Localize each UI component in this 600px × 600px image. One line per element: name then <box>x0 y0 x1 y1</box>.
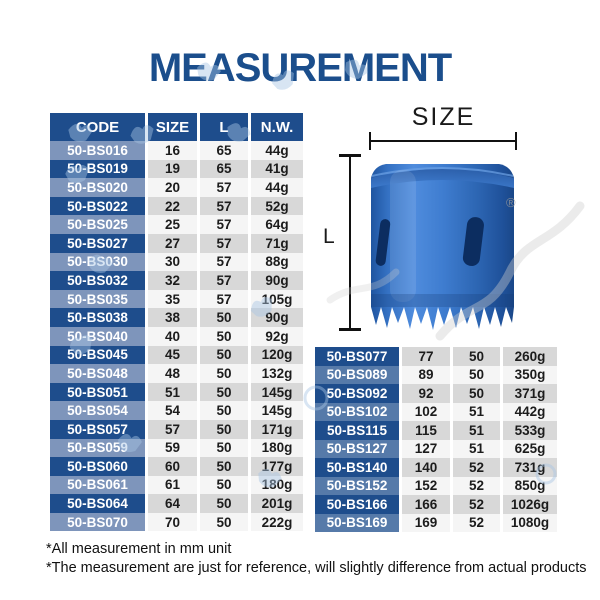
header-nw: N.W. <box>251 113 303 141</box>
nw-cell: 90g <box>251 271 303 290</box>
length-dimension-bar-bottom <box>339 328 361 331</box>
code-cell: 50-BS040 <box>50 327 145 346</box>
table-row <box>50 215 303 234</box>
right-table-body <box>315 347 557 532</box>
code-cell: 50-BS030 <box>50 253 145 272</box>
nw-cell: 260g <box>503 347 557 366</box>
l-cell: 57 <box>200 271 248 290</box>
size-cell: 70 <box>148 513 197 532</box>
table-row <box>315 421 557 440</box>
table-row <box>50 178 303 197</box>
table-row <box>315 514 557 533</box>
size-cell: 102 <box>402 403 450 422</box>
size-cell: 89 <box>402 366 450 385</box>
nw-cell: 171g <box>251 420 303 439</box>
table-row <box>50 271 303 290</box>
hole-saw-image <box>368 156 517 334</box>
header-size: SIZE <box>148 113 197 141</box>
table-row <box>50 513 303 532</box>
size-cell: 16 <box>148 141 197 160</box>
table-row <box>50 308 303 327</box>
size-dimension-label: SIZE <box>411 103 476 131</box>
nw-cell: 625g <box>503 440 557 459</box>
nw-cell: 1026g <box>503 495 557 514</box>
size-cell: 27 <box>148 234 197 253</box>
code-cell: 50-BS064 <box>50 494 145 513</box>
l-cell: 57 <box>200 253 248 272</box>
table-row <box>315 477 557 496</box>
nw-cell: 44g <box>251 141 303 160</box>
size-cell: 152 <box>402 477 450 496</box>
nw-cell: 350g <box>503 366 557 385</box>
code-cell: 50-BS027 <box>50 234 145 253</box>
l-cell: 50 <box>200 457 248 476</box>
size-cell: 169 <box>402 514 450 533</box>
table-row <box>50 476 303 495</box>
table-header-row <box>50 113 303 141</box>
code-cell: 50-BS016 <box>50 141 145 160</box>
l-cell: 51 <box>453 403 500 422</box>
l-cell: 52 <box>453 458 500 477</box>
code-cell: 50-BS060 <box>50 457 145 476</box>
table-row <box>50 364 303 383</box>
table-row <box>50 234 303 253</box>
l-cell: 50 <box>200 364 248 383</box>
table-row <box>50 420 303 439</box>
table-row <box>50 290 303 309</box>
size-cell: 115 <box>402 421 450 440</box>
l-cell: 57 <box>200 234 248 253</box>
l-cell: 65 <box>200 160 248 179</box>
l-cell: 50 <box>200 420 248 439</box>
table-row <box>315 458 557 477</box>
code-cell: 50-BS020 <box>50 178 145 197</box>
code-cell: 50-BS048 <box>50 364 145 383</box>
l-cell: 57 <box>200 215 248 234</box>
table-row <box>50 401 303 420</box>
size-cell: 35 <box>148 290 197 309</box>
nw-cell: 88g <box>251 253 303 272</box>
table-row <box>50 439 303 458</box>
l-cell: 50 <box>200 383 248 402</box>
nw-cell: 731g <box>503 458 557 477</box>
page-title: MEASUREMENT <box>148 46 452 90</box>
nw-cell: 132g <box>251 364 303 383</box>
table-row <box>50 327 303 346</box>
size-cell: 127 <box>402 440 450 459</box>
size-cell: 60 <box>148 457 197 476</box>
left-spec-table <box>50 113 303 531</box>
nw-cell: 120g <box>251 346 303 365</box>
size-cell: 30 <box>148 253 197 272</box>
nw-cell: 92g <box>251 327 303 346</box>
nw-cell: 201g <box>251 494 303 513</box>
length-dimension-label: L <box>323 225 335 248</box>
l-cell: 50 <box>200 346 248 365</box>
l-cell: 52 <box>453 495 500 514</box>
code-cell: 50-BS061 <box>50 476 145 495</box>
length-dimension-line <box>349 155 351 330</box>
footnote-disclaimer: *The measurement are just for reference, will slightly difference from actual products <box>46 559 587 576</box>
l-cell: 50 <box>453 366 500 385</box>
size-cell: 22 <box>148 197 197 216</box>
l-cell: 52 <box>453 514 500 533</box>
size-cell: 92 <box>402 384 450 403</box>
l-cell: 50 <box>453 347 500 366</box>
size-cell: 51 <box>148 383 197 402</box>
code-cell: 50-BS032 <box>50 271 145 290</box>
nw-cell: 90g <box>251 308 303 327</box>
nw-cell: 1080g <box>503 514 557 533</box>
size-cell: 32 <box>148 271 197 290</box>
code-cell: 50-BS115 <box>315 421 399 440</box>
code-cell: 50-BS054 <box>50 401 145 420</box>
code-cell: 50-BS057 <box>50 420 145 439</box>
header-l: L <box>200 113 248 141</box>
nw-cell: 44g <box>251 178 303 197</box>
code-cell: 50-BS140 <box>315 458 399 477</box>
code-cell: 50-BS089 <box>315 366 399 385</box>
size-cell: 166 <box>402 495 450 514</box>
nw-cell: 177g <box>251 457 303 476</box>
nw-cell: 442g <box>503 403 557 422</box>
l-cell: 50 <box>200 439 248 458</box>
size-cell: 45 <box>148 346 197 365</box>
l-cell: 50 <box>200 308 248 327</box>
code-cell: 50-BS059 <box>50 439 145 458</box>
nw-cell: 371g <box>503 384 557 403</box>
hole-saw-diagram <box>320 103 590 340</box>
table-row <box>50 160 303 179</box>
code-cell: 50-BS025 <box>50 215 145 234</box>
l-cell: 51 <box>453 421 500 440</box>
table-row <box>315 366 557 385</box>
l-cell: 57 <box>200 290 248 309</box>
nw-cell: 105g <box>251 290 303 309</box>
size-cell: 40 <box>148 327 197 346</box>
nw-cell: 71g <box>251 234 303 253</box>
size-dimension-tick-right <box>515 132 517 150</box>
size-cell: 61 <box>148 476 197 495</box>
table-row <box>50 346 303 365</box>
l-cell: 50 <box>200 513 248 532</box>
code-cell: 50-BS077 <box>315 347 399 366</box>
code-cell: 50-BS166 <box>315 495 399 514</box>
code-cell: 50-BS051 <box>50 383 145 402</box>
code-cell: 50-BS022 <box>50 197 145 216</box>
right-spec-table <box>315 347 557 532</box>
code-cell: 50-BS035 <box>50 290 145 309</box>
length-dimension-bar-top <box>339 154 361 157</box>
nw-cell: 180g <box>251 476 303 495</box>
size-cell: 140 <box>402 458 450 477</box>
table-row <box>315 384 557 403</box>
nw-cell: 850g <box>503 477 557 496</box>
l-cell: 52 <box>453 477 500 496</box>
nw-cell: 41g <box>251 160 303 179</box>
size-cell: 20 <box>148 178 197 197</box>
footnote-units: *All measurement in mm unit <box>46 541 232 557</box>
code-cell: 50-BS045 <box>50 346 145 365</box>
size-cell: 19 <box>148 160 197 179</box>
table-row <box>50 253 303 272</box>
size-cell: 25 <box>148 215 197 234</box>
left-table-body <box>50 141 303 531</box>
table-row <box>50 141 303 160</box>
l-cell: 50 <box>453 384 500 403</box>
code-cell: 50-BS019 <box>50 160 145 179</box>
size-cell: 77 <box>402 347 450 366</box>
size-cell: 48 <box>148 364 197 383</box>
size-dimension-line <box>370 140 517 142</box>
nw-cell: 533g <box>503 421 557 440</box>
footnotes <box>46 540 587 577</box>
l-cell: 50 <box>200 476 248 495</box>
table-row <box>315 440 557 459</box>
table-row <box>50 457 303 476</box>
l-cell: 51 <box>453 440 500 459</box>
l-cell: 50 <box>200 327 248 346</box>
nw-cell: 52g <box>251 197 303 216</box>
l-cell: 50 <box>200 494 248 513</box>
code-cell: 50-BS102 <box>315 403 399 422</box>
table-row <box>315 347 557 366</box>
nw-cell: 180g <box>251 439 303 458</box>
code-cell: 50-BS152 <box>315 477 399 496</box>
code-cell: 50-BS092 <box>315 384 399 403</box>
size-cell: 59 <box>148 439 197 458</box>
table-row <box>50 383 303 402</box>
code-cell: 50-BS038 <box>50 308 145 327</box>
l-cell: 50 <box>200 401 248 420</box>
nw-cell: 145g <box>251 401 303 420</box>
size-dimension-tick-left <box>369 132 371 150</box>
code-cell: 50-BS070 <box>50 513 145 532</box>
size-cell: 54 <box>148 401 197 420</box>
table-row <box>315 495 557 514</box>
table-row <box>50 197 303 216</box>
table-row <box>50 494 303 513</box>
l-cell: 57 <box>200 197 248 216</box>
code-cell: 50-BS169 <box>315 514 399 533</box>
nw-cell: 222g <box>251 513 303 532</box>
nw-cell: 145g <box>251 383 303 402</box>
l-cell: 57 <box>200 178 248 197</box>
l-cell: 65 <box>200 141 248 160</box>
header-code: CODE <box>50 113 145 141</box>
code-cell: 50-BS127 <box>315 440 399 459</box>
size-cell: 38 <box>148 308 197 327</box>
registered-trademark-watermark: ® <box>506 195 516 210</box>
size-cell: 57 <box>148 420 197 439</box>
nw-cell: 64g <box>251 215 303 234</box>
size-cell: 64 <box>148 494 197 513</box>
table-row <box>315 403 557 422</box>
